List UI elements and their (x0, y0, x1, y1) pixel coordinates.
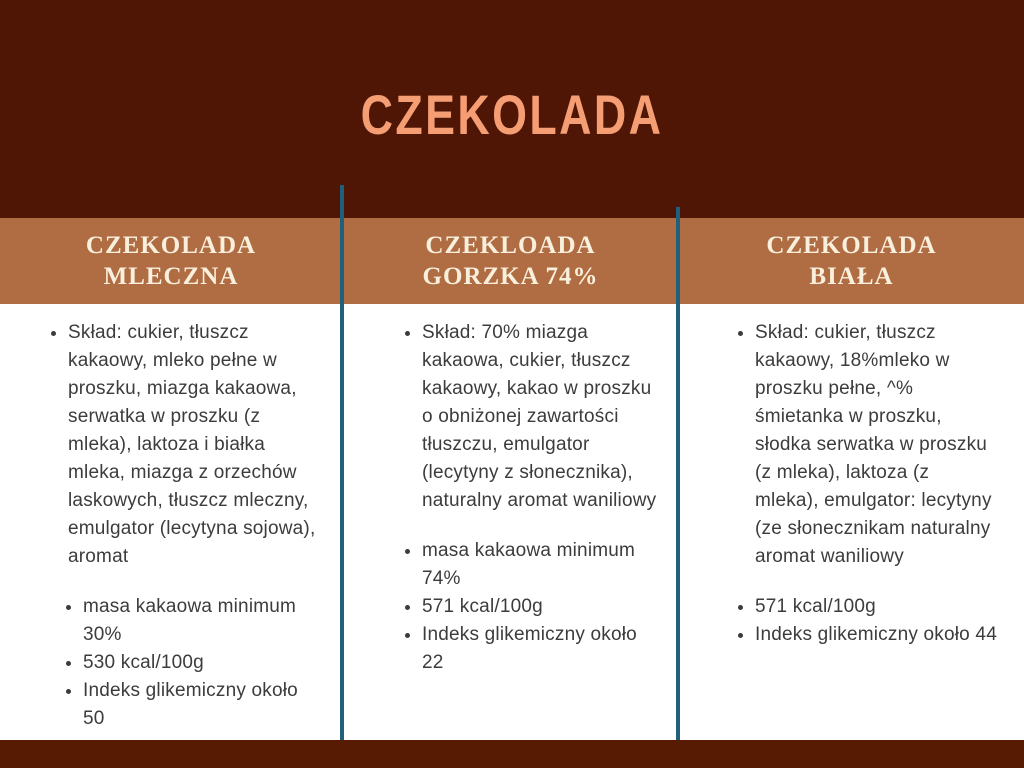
header-band (0, 0, 1024, 218)
fact-cocoa-mass: • masa kakaowa minimum 30% (83, 593, 323, 649)
facts-list (737, 593, 997, 649)
column-header-dark-chocolate (342, 218, 679, 304)
ingredients-item: • Skład: cukier, tłuszcz kakaowy, 18%mleko w proszku pełne, ^% śmietanka w proszku, słodka serwatka w proszku (z mleka), laktoza (z mleka), emulgator: lecytyny (ze słonecznikam naturalny aromat waniliowy (755, 319, 997, 571)
fact-glycemic-index: • Indeks glikemiczny około 50 (83, 677, 323, 733)
page-title: CZEKOLADA (360, 83, 664, 146)
ingredients-item: • Skład: cukier, tłuszcz kakaowy, mleko pełne w proszku, miazga kakaowa, serwatka w proszku (z mleka), laktoza i białka mleka, miazga z orzechów laskowych, tłuszcz mleczny, emulgator (lecytyna sojowa), aromat (68, 319, 320, 571)
ingredients-list (50, 319, 320, 571)
column-divider-left (340, 185, 344, 740)
column-header-band (0, 218, 1024, 304)
ingredients-list (404, 319, 662, 515)
column-dark-chocolate (342, 304, 679, 740)
fact-glycemic-index: • Indeks glikemiczny około 22 (422, 621, 662, 677)
fact-kcal: • 530 kcal/100g (83, 649, 323, 677)
fact-cocoa-mass: • masa kakaowa minimum 74% (422, 537, 662, 593)
fact-kcal: • 571 kcal/100g (422, 593, 662, 621)
ingredients-item: • Skład: 70% miazga kakaowa, cukier, tłuszcz kakaowy, kakao w proszku o obniżonej zawartości tłuszczu, emulgator (lecytyny z słonecznika), naturalny aromat waniliowy (422, 319, 662, 515)
fact-glycemic-index: • Indeks glikemiczny około 44 (755, 621, 997, 649)
column-header-milk-chocolate (0, 218, 342, 304)
footer-band (0, 740, 1024, 768)
fact-kcal: • 571 kcal/100g (755, 593, 997, 621)
column-header-white-chocolate (679, 218, 1024, 304)
facts-list (65, 593, 323, 733)
facts-list (404, 537, 662, 677)
column-header-line: CZEKLOADA (425, 232, 596, 259)
column-divider-right (676, 207, 680, 740)
column-header-line: CZEKOLADA (766, 232, 937, 259)
column-header-line: CZEKOLADA (85, 232, 257, 259)
column-header-line: BIAŁA (809, 263, 894, 290)
content-area (0, 304, 1024, 740)
column-milk-chocolate (0, 304, 342, 740)
ingredients-list (737, 319, 997, 571)
column-header-line: GORZKA 74% (422, 263, 599, 290)
column-header-line: MLECZNA (103, 263, 239, 290)
column-white-chocolate (679, 304, 1024, 740)
